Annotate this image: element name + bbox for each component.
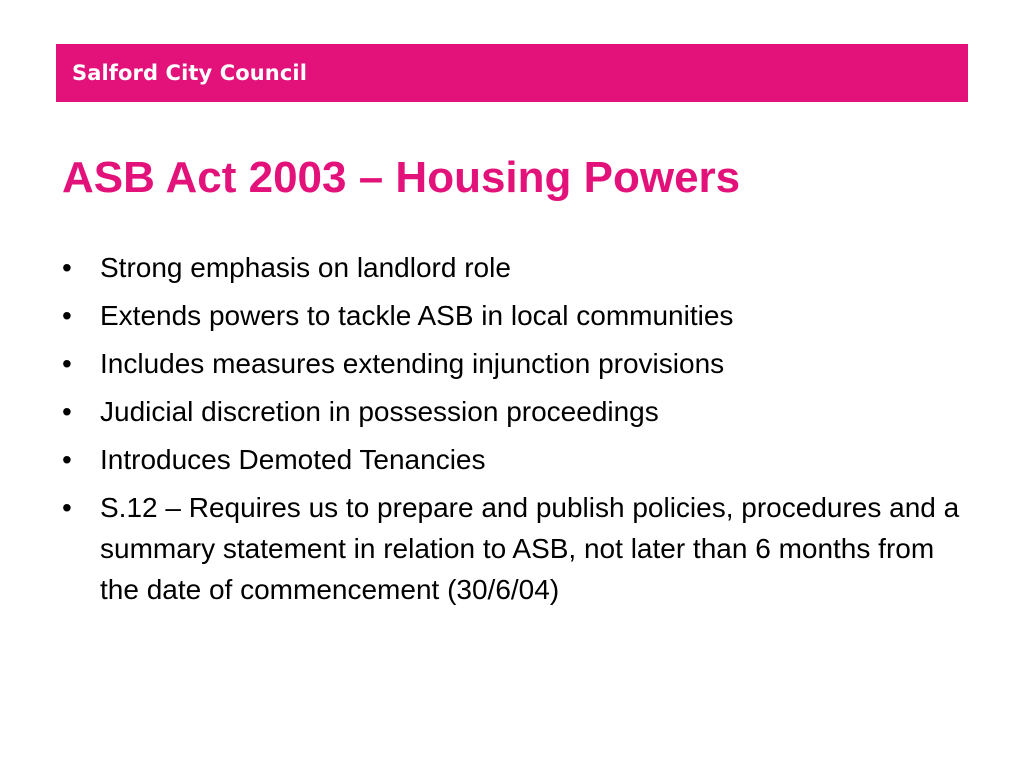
header-banner <box>56 44 968 102</box>
bullet-item <box>62 439 962 480</box>
bullet-marker: • <box>62 492 72 523</box>
bullet-text: Judicial discretion in possession proceedings <box>100 396 659 427</box>
bullet-text: Includes measures extending injunction provisions <box>100 348 725 379</box>
bullet-marker: • <box>62 396 72 427</box>
bullet-text: Strong emphasis on landlord role <box>100 252 511 283</box>
bullet-text: S.12 – Requires us to prepare and publish policies, procedures and a summary statement in relation to ASB, not later than 6 months from the date of commencement (30/6/04) <box>100 492 960 605</box>
bullet-marker: • <box>62 444 72 475</box>
bullet-text: Extends powers to tackle ASB in local communities <box>100 300 734 331</box>
bullet-item <box>62 391 962 432</box>
bullet-item <box>62 295 962 336</box>
brand-logo-text: Salford City Council <box>72 61 307 85</box>
bullet-item <box>62 343 962 384</box>
bullet-marker: • <box>62 348 72 379</box>
bullet-marker: • <box>62 300 72 331</box>
slide-title: ASB Act 2003 – Housing Powers <box>62 153 741 202</box>
bullet-item <box>62 487 962 610</box>
bullet-text: Introduces Demoted Tenancies <box>100 444 486 475</box>
bullet-marker: • <box>62 252 72 283</box>
bullet-item <box>62 247 962 288</box>
bullet-list <box>62 247 962 617</box>
